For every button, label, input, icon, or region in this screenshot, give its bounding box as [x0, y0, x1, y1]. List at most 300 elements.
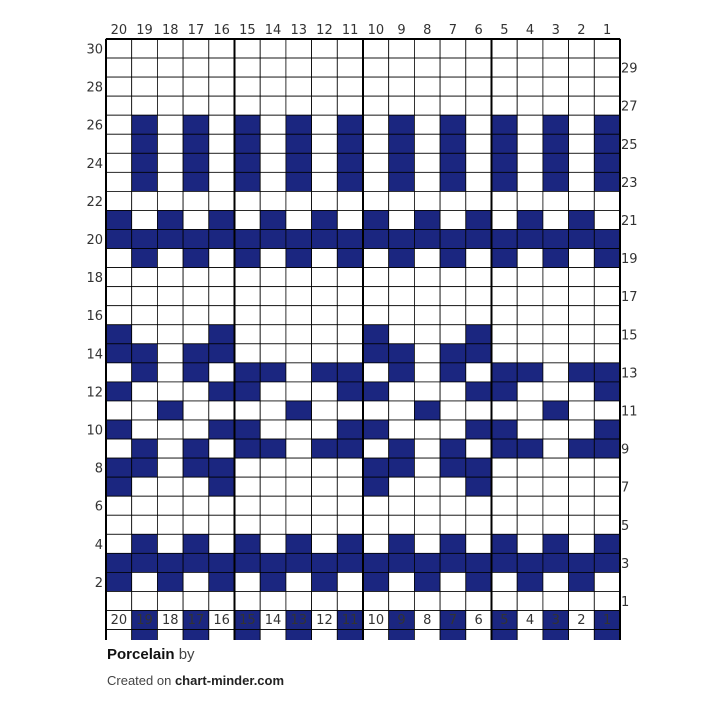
stitch-filled: [183, 458, 209, 477]
stitch-empty: [517, 325, 543, 344]
row-label-left: 18: [86, 271, 103, 287]
stitch-empty: [209, 191, 235, 210]
stitch-empty: [466, 268, 492, 287]
stitch-empty: [312, 134, 338, 153]
stitch-empty: [363, 77, 389, 96]
column-label-top: 17: [187, 23, 205, 38]
stitch-empty: [517, 534, 543, 553]
created-on-label: Created on: [107, 673, 172, 688]
stitch-empty: [466, 249, 492, 268]
stitch-empty: [183, 382, 209, 401]
stitch-filled: [260, 572, 286, 591]
stitch-empty: [389, 210, 415, 229]
stitch-filled: [466, 382, 492, 401]
stitch-empty: [569, 191, 595, 210]
stitch-empty: [183, 191, 209, 210]
stitch-empty: [414, 496, 440, 515]
stitch-empty: [594, 96, 620, 115]
stitch-empty: [363, 401, 389, 420]
stitch-empty: [594, 58, 620, 77]
stitch-filled: [466, 477, 492, 496]
column-label-top: 12: [316, 23, 333, 38]
stitch-filled: [312, 363, 338, 382]
stitch-empty: [260, 115, 286, 134]
stitch-empty: [337, 477, 363, 496]
stitch-empty: [132, 306, 158, 325]
stitch-filled: [235, 115, 261, 134]
stitch-empty: [363, 534, 389, 553]
stitch-filled: [440, 153, 466, 172]
stitch-empty: [157, 268, 183, 287]
stitch-filled: [363, 420, 389, 439]
stitch-filled: [106, 553, 132, 572]
stitch-filled: [132, 630, 158, 640]
stitch-empty: [389, 591, 415, 610]
stitch-empty: [414, 344, 440, 363]
stitch-empty: [466, 115, 492, 134]
stitch-filled: [466, 553, 492, 572]
stitch-empty: [132, 572, 158, 591]
stitch-empty: [260, 458, 286, 477]
stitch-empty: [337, 268, 363, 287]
stitch-empty: [106, 172, 132, 191]
stitch-empty: [569, 115, 595, 134]
row-label-left: 12: [86, 385, 103, 401]
stitch-empty: [440, 96, 466, 115]
stitch-empty: [183, 515, 209, 534]
stitch-empty: [440, 191, 466, 210]
stitch-empty: [440, 572, 466, 591]
stitch-filled: [209, 325, 235, 344]
stitch-empty: [260, 344, 286, 363]
stitch-empty: [543, 458, 569, 477]
stitch-filled: [312, 572, 338, 591]
stitch-empty: [183, 96, 209, 115]
row-label-right: 1: [621, 594, 630, 610]
stitch-empty: [106, 249, 132, 268]
stitch-empty: [312, 420, 338, 439]
stitch-empty: [594, 306, 620, 325]
row-label-left: 14: [86, 347, 103, 363]
stitch-empty: [183, 210, 209, 229]
stitch-empty: [440, 401, 466, 420]
stitch-empty: [209, 77, 235, 96]
stitch-filled: [286, 553, 312, 572]
stitch-filled: [389, 458, 415, 477]
stitch-empty: [235, 401, 261, 420]
stitch-empty: [414, 534, 440, 553]
stitch-filled: [492, 439, 518, 458]
stitch-empty: [157, 515, 183, 534]
stitch-empty: [389, 515, 415, 534]
row-label-right: 23: [621, 175, 638, 191]
stitch-empty: [492, 401, 518, 420]
row-label-right: 9: [621, 442, 630, 458]
stitch-filled: [543, 249, 569, 268]
row-label-left: 30: [86, 42, 103, 58]
stitch-empty: [594, 39, 620, 58]
column-label-bottom: 8: [423, 613, 432, 628]
stitch-filled: [440, 115, 466, 134]
stitch-empty: [569, 496, 595, 515]
stitch-empty: [286, 344, 312, 363]
stitch-filled: [543, 115, 569, 134]
stitch-empty: [389, 96, 415, 115]
stitch-empty: [157, 325, 183, 344]
stitch-empty: [543, 420, 569, 439]
stitch-empty: [337, 515, 363, 534]
stitch-filled: [209, 210, 235, 229]
stitch-empty: [260, 134, 286, 153]
stitch-empty: [594, 477, 620, 496]
stitch-empty: [543, 77, 569, 96]
stitch-filled: [337, 420, 363, 439]
stitch-empty: [106, 134, 132, 153]
column-label-bottom: 1: [603, 613, 612, 628]
column-label-bottom: 17: [187, 613, 205, 628]
stitch-empty: [132, 96, 158, 115]
stitch-empty: [312, 591, 338, 610]
stitch-empty: [492, 268, 518, 287]
stitch-empty: [543, 39, 569, 58]
stitch-empty: [569, 477, 595, 496]
stitch-empty: [363, 287, 389, 306]
stitch-filled: [440, 249, 466, 268]
stitch-empty: [389, 477, 415, 496]
stitch-empty: [569, 134, 595, 153]
stitch-empty: [466, 39, 492, 58]
stitch-empty: [312, 630, 338, 640]
stitch-empty: [312, 287, 338, 306]
stitch-filled: [414, 553, 440, 572]
stitch-empty: [337, 210, 363, 229]
stitch-empty: [543, 439, 569, 458]
column-label-bottom: 7: [448, 613, 458, 628]
stitch-empty: [235, 325, 261, 344]
stitch-filled: [389, 134, 415, 153]
stitch-filled: [543, 401, 569, 420]
stitch-empty: [209, 39, 235, 58]
stitch-filled: [286, 172, 312, 191]
stitch-empty: [312, 191, 338, 210]
stitch-filled: [260, 553, 286, 572]
row-label-right: 11: [621, 404, 638, 420]
stitch-empty: [157, 58, 183, 77]
stitch-filled: [106, 477, 132, 496]
stitch-filled: [543, 230, 569, 249]
row-label-left: 4: [94, 537, 103, 553]
stitch-empty: [543, 325, 569, 344]
stitch-empty: [569, 77, 595, 96]
row-label-right: 3: [621, 556, 630, 572]
stitch-empty: [569, 268, 595, 287]
stitch-empty: [363, 153, 389, 172]
stitch-empty: [594, 344, 620, 363]
stitch-empty: [106, 39, 132, 58]
stitch-empty: [235, 58, 261, 77]
stitch-empty: [260, 77, 286, 96]
stitch-empty: [157, 115, 183, 134]
stitch-empty: [466, 496, 492, 515]
stitch-filled: [363, 553, 389, 572]
stitch-empty: [312, 77, 338, 96]
stitch-empty: [312, 39, 338, 58]
stitch-empty: [569, 39, 595, 58]
stitch-empty: [312, 401, 338, 420]
stitch-empty: [183, 477, 209, 496]
row-label-left: 26: [86, 118, 103, 134]
stitch-filled: [132, 344, 158, 363]
stitch-empty: [157, 458, 183, 477]
stitch-empty: [440, 325, 466, 344]
stitch-empty: [466, 77, 492, 96]
stitch-empty: [132, 39, 158, 58]
stitch-filled: [492, 134, 518, 153]
stitch-filled: [389, 115, 415, 134]
stitch-empty: [235, 591, 261, 610]
stitch-filled: [235, 553, 261, 572]
stitch-empty: [492, 572, 518, 591]
stitch-empty: [106, 363, 132, 382]
stitch-filled: [543, 534, 569, 553]
column-label-bottom: 4: [525, 613, 535, 628]
stitch-empty: [466, 630, 492, 640]
stitch-empty: [389, 496, 415, 515]
stitch-empty: [440, 591, 466, 610]
stitch-empty: [466, 401, 492, 420]
stitch-empty: [337, 39, 363, 58]
stitch-empty: [235, 344, 261, 363]
stitch-filled: [414, 230, 440, 249]
column-label-top: 3: [551, 23, 560, 38]
stitch-empty: [260, 268, 286, 287]
stitch-filled: [594, 382, 620, 401]
stitch-filled: [569, 363, 595, 382]
stitch-filled: [594, 420, 620, 439]
stitch-empty: [209, 439, 235, 458]
stitch-filled: [106, 458, 132, 477]
stitch-empty: [106, 401, 132, 420]
stitch-filled: [286, 230, 312, 249]
stitch-filled: [286, 630, 312, 640]
row-label-left: 8: [94, 461, 103, 477]
stitch-empty: [260, 515, 286, 534]
row-label-right: 13: [621, 366, 638, 382]
stitch-empty: [363, 268, 389, 287]
stitch-empty: [517, 39, 543, 58]
stitch-empty: [209, 134, 235, 153]
stitch-empty: [414, 439, 440, 458]
stitch-empty: [363, 172, 389, 191]
stitch-empty: [312, 249, 338, 268]
stitch-filled: [183, 439, 209, 458]
stitch-empty: [389, 77, 415, 96]
stitch-filled: [389, 630, 415, 640]
stitch-filled: [337, 134, 363, 153]
stitch-empty: [363, 115, 389, 134]
stitch-empty: [466, 58, 492, 77]
stitch-filled: [543, 553, 569, 572]
stitch-filled: [440, 458, 466, 477]
stitch-filled: [312, 210, 338, 229]
stitch-empty: [517, 115, 543, 134]
stitch-filled: [466, 420, 492, 439]
stitch-empty: [132, 210, 158, 229]
stitch-empty: [440, 268, 466, 287]
stitch-filled: [337, 249, 363, 268]
column-label-top: 16: [213, 23, 230, 38]
stitch-empty: [517, 591, 543, 610]
stitch-empty: [389, 572, 415, 591]
stitch-empty: [569, 287, 595, 306]
stitch-empty: [492, 325, 518, 344]
stitch-empty: [286, 96, 312, 115]
column-label-bottom: 18: [161, 613, 179, 628]
stitch-empty: [157, 134, 183, 153]
stitch-filled: [543, 153, 569, 172]
by-label: by: [178, 646, 195, 663]
stitch-filled: [492, 153, 518, 172]
stitch-empty: [594, 287, 620, 306]
column-label-bottom: 19: [136, 613, 153, 628]
stitch-empty: [543, 572, 569, 591]
row-label-right: 27: [621, 99, 638, 115]
stitch-empty: [389, 287, 415, 306]
stitch-empty: [286, 306, 312, 325]
stitch-empty: [106, 496, 132, 515]
stitch-empty: [594, 191, 620, 210]
stitch-empty: [543, 96, 569, 115]
stitch-filled: [389, 153, 415, 172]
stitch-empty: [594, 325, 620, 344]
stitch-empty: [594, 401, 620, 420]
stitch-filled: [389, 172, 415, 191]
column-label-top: 19: [136, 23, 153, 38]
stitch-empty: [363, 439, 389, 458]
stitch-filled: [517, 210, 543, 229]
stitch-empty: [492, 496, 518, 515]
stitch-filled: [132, 439, 158, 458]
column-label-bottom: 3: [551, 613, 560, 628]
stitch-empty: [312, 268, 338, 287]
stitch-empty: [235, 306, 261, 325]
column-label-top: 8: [423, 23, 432, 38]
stitch-empty: [363, 496, 389, 515]
stitch-empty: [414, 363, 440, 382]
stitch-empty: [183, 306, 209, 325]
stitch-empty: [235, 96, 261, 115]
stitch-filled: [209, 382, 235, 401]
stitch-filled: [466, 572, 492, 591]
stitch-filled: [440, 230, 466, 249]
stitch-empty: [260, 58, 286, 77]
stitch-empty: [132, 401, 158, 420]
stitch-empty: [569, 325, 595, 344]
stitch-empty: [106, 287, 132, 306]
stitch-empty: [363, 39, 389, 58]
stitch-empty: [517, 420, 543, 439]
stitch-empty: [414, 77, 440, 96]
stitch-empty: [209, 363, 235, 382]
stitch-empty: [286, 496, 312, 515]
stitch-empty: [363, 363, 389, 382]
stitch-empty: [106, 591, 132, 610]
stitch-filled: [312, 439, 338, 458]
stitch-empty: [106, 96, 132, 115]
stitch-empty: [209, 287, 235, 306]
stitch-empty: [209, 515, 235, 534]
stitch-filled: [106, 210, 132, 229]
stitch-empty: [517, 249, 543, 268]
stitch-filled: [157, 401, 183, 420]
stitch-empty: [157, 39, 183, 58]
stitch-filled: [183, 172, 209, 191]
stitch-filled: [594, 553, 620, 572]
stitch-empty: [569, 96, 595, 115]
stitch-empty: [106, 191, 132, 210]
stitch-empty: [466, 306, 492, 325]
stitch-empty: [312, 153, 338, 172]
row-label-left: 2: [94, 575, 103, 591]
stitch-empty: [569, 306, 595, 325]
stitch-empty: [414, 134, 440, 153]
stitch-empty: [260, 325, 286, 344]
stitch-empty: [594, 77, 620, 96]
stitch-empty: [466, 96, 492, 115]
stitch-filled: [183, 630, 209, 640]
stitch-filled: [157, 572, 183, 591]
stitch-empty: [440, 420, 466, 439]
stitch-empty: [517, 58, 543, 77]
stitch-empty: [209, 534, 235, 553]
stitch-empty: [337, 58, 363, 77]
stitch-empty: [569, 401, 595, 420]
stitch-empty: [543, 363, 569, 382]
stitch-filled: [543, 630, 569, 640]
stitch-empty: [517, 268, 543, 287]
stitch-empty: [286, 420, 312, 439]
stitch-empty: [260, 96, 286, 115]
stitch-filled: [389, 534, 415, 553]
stitch-filled: [440, 630, 466, 640]
stitch-empty: [286, 477, 312, 496]
stitch-empty: [312, 382, 338, 401]
stitch-empty: [183, 420, 209, 439]
stitch-empty: [543, 382, 569, 401]
stitch-empty: [492, 191, 518, 210]
stitch-empty: [106, 58, 132, 77]
column-label-bottom: 14: [264, 613, 282, 628]
stitch-filled: [183, 534, 209, 553]
stitch-empty: [312, 115, 338, 134]
stitch-empty: [543, 58, 569, 77]
stitch-empty: [157, 96, 183, 115]
site-link[interactable]: chart-minder.com: [174, 673, 285, 688]
stitch-empty: [569, 534, 595, 553]
stitch-empty: [286, 572, 312, 591]
stitch-filled: [209, 553, 235, 572]
stitch-empty: [440, 477, 466, 496]
stitch-filled: [517, 230, 543, 249]
stitch-empty: [543, 306, 569, 325]
stitch-filled: [106, 382, 132, 401]
stitch-empty: [466, 287, 492, 306]
stitch-filled: [414, 401, 440, 420]
stitch-filled: [594, 439, 620, 458]
stitch-empty: [183, 325, 209, 344]
stitch-filled: [132, 153, 158, 172]
stitch-filled: [132, 134, 158, 153]
